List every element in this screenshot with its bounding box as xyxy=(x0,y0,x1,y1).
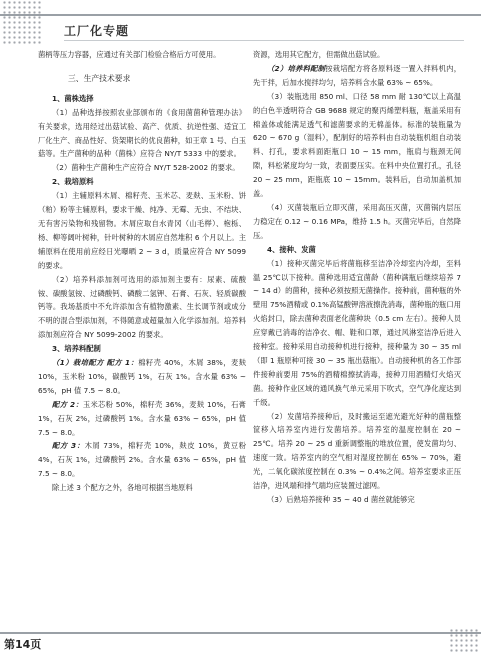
subsection-heading: 2、栽培原料 xyxy=(52,177,94,187)
subsection-heading: 3、培养料配制 xyxy=(52,344,101,354)
body-paragraph: （1）品种选择按照农业部颁布的《食用菌菌种管理办法》有关要求，选用经过出菇试验、高产、优质、抗逆性强、适宜工厂化生产、商品性好、货架期长的优良菌种，如王章 1 号、白玉菇等。生产菌种的品种（菌株）应符合 NY/T 5333 中的要求。 xyxy=(38,107,246,159)
subsection-heading: 4、接种、发菌 xyxy=(267,244,316,254)
formula-text: 按栽培配方将各原料逐一置入拌料机内，先干拌，后加水搅拌均匀，培养料含水量 63% ~ 65%。 xyxy=(253,63,462,87)
header-underline xyxy=(64,40,464,41)
header-dot-pattern xyxy=(2,0,42,46)
body-paragraph: （2）培养料添加剂可选用的添加剂主要有：尿素、硫酸铵、碳酸氢铵、过磷酸钙、磷酸二氢钾、石膏、石灰、轻质碳酸钙等。我场基质中不允许添加含有植物激素、生长调节剂或成分不明的混合型添加剂，不得随意或超量加入化学添加剂。培养料添加剂应符合 NY 5099-2002 的要求。 xyxy=(38,274,246,340)
formula-sub-label: 配方 1： xyxy=(106,358,139,368)
body-paragraph: 资源，选用其它配方，但需做出菇试验。 xyxy=(253,50,385,59)
footer-dot-pattern xyxy=(449,628,479,652)
right-column xyxy=(253,48,461,507)
body-paragraph: 除上述 3 个配方之外，各地可根据当地原料 xyxy=(52,483,193,493)
formula-label: 配方 2： xyxy=(52,399,83,409)
body-paragraph: （4）灭菌装瓶后立即灭菌，采用高压灭菌，灭菌锅内层压力稳定在 0.12 ~ 0.16 MPa，维持 1.5 h。灭菌完毕后，自然降压。 xyxy=(253,202,461,240)
body-paragraph: （3）后熟培养接种 35 ~ 40 d 菌丝就能够完 xyxy=(267,495,415,504)
body-paragraph: 菌柄等压力容器，应通过有关部门检验合格后方可使用。 xyxy=(38,50,221,59)
left-column xyxy=(38,48,246,495)
formula-label: （2）培养料配制 xyxy=(267,63,326,73)
formula-text: 棉籽壳 40%，木屑 38%，麦麸 10%，玉米粉 10%，碳酸钙 1%，石灰 1%。含水量 63% ~ 65%，pH 值 7.5 ~ 8.0。 xyxy=(38,358,246,395)
body-paragraph: （1）主辅原料木屑、棉籽壳、玉米芯、麦麸、玉米粉、饼（粕）粉等主辅原料，要求干燥、纯净、无霉、无虫、不结块、无有害污染物和残留物。木屑应取自水青冈（山毛榉）、枹栎、杨、柳等阔叶树种，针叶树种的木屑应自然堆积 6 个月以上。主辅原料在使用前应经日光曝晒 2 ~ 3 d，质量应符合 NY 5099 的要求。 xyxy=(38,191,246,270)
page-header xyxy=(0,0,481,38)
section-heading: 三、生产技术要求 xyxy=(68,73,131,83)
formula-paragraph xyxy=(253,62,461,90)
body-paragraph: （2）菌种生产菌种生产应符合 NY/T 528-2002 的要求。 xyxy=(52,163,240,173)
page-number: 第14页 xyxy=(4,638,42,651)
formula-paragraph xyxy=(38,398,246,440)
formula-paragraph xyxy=(38,439,246,481)
subsection-heading: 1、菌株选择 xyxy=(52,93,94,103)
body-paragraph: （2）发菌培养接种后，及时搬运至遮光避光好种的菌瓶整筐移入培养室内进行发菌培养。培养室的温度控制在 20 ~ 25℃。培养 20 ~ 25 d 重新调整瓶的堆放位置，使发菌均匀、速度一致。培养室内的空气相对湿度控制在 65% ~ 70%，避光，二氧化碳浓度控制在 0.3% ~ 0.4%之间。培养室要求正压洁净，进风端和排气端均应装置过滤网。 xyxy=(253,411,461,491)
formula-text: 木屑 73%，棉籽壳 10%，麸皮 10%，黄豆粉 4%，石灰 1%，过磷酸钙 2%。含水量 63% ~ 65%，pH 值 7.5 ~ 8.0。 xyxy=(38,441,246,479)
formula-label: （1）栽培配方 xyxy=(52,358,104,368)
footer-rule xyxy=(0,632,481,634)
section-title: 工厂化专题 xyxy=(64,24,130,38)
page-footer xyxy=(0,628,481,652)
body-paragraph: （3）装瓶选用 850 ml、口径 58 mm 耐 130℃以上高温的白色半透明符合 GB 9688 规定的聚丙烯塑料瓶，瓶盖采用有棉盖体或能满足透气和滤菌要求的无棉盖体。标准的装瓶量为 620 ~ 670 g（湿料），配制好的培养料由自动装瓶机组自动装料、打孔，要求料面距瓶口 10 ~ 15 mm，瓶肩与瓶颈无间隙，料松紧度均匀一致，表面要压实。在料中央位置打孔，孔径 20 ~ 25 mm，距瓶底 10 ~ 15mm。装料后，自动加盖机加盖。 xyxy=(253,91,461,199)
body-paragraph: （1）接种灭菌完毕后将菌瓶移至洁净冷却室内冷却，至料温 25℃以下接种。菌种选用适宜菌龄（菌种满瓶后继续培养 7 ~ 14 d）的菌种，接种必须按照无菌操作。接种前，菌种瓶的外壁用 75%酒精或 0.1%高锰酸钾溶液擦洗消毒，菌种瓶的瓶口用火焰封口，除去菌种表面老化菌种块（0.5 cm 左右）。接种人员应穿戴已消毒的洁净衣、帽、鞋和口罩，通过风淋室洁净后进入接种室。接种采用自动接种机进行接种，接种量为 30 ~ 35 ml（即 1 瓶原种可接 30 ~ 35 瓶出菇瓶）。自动接种机的各工作部件接种前要用 75%的酒精棉擦拭消毒，接种刀用酒精灯火焰灭菌。接种作业区域的通风换气单元采用下吹式，空气净化度达到千级。 xyxy=(253,258,461,407)
formula-label: 配方 3： xyxy=(52,441,85,451)
formula-paragraph xyxy=(38,356,246,398)
header-rule xyxy=(0,14,481,16)
formula-text: 玉米芯粉 50%，棉籽壳 36%，麦麸 10%，石膏 1%，石灰 2%，过磷酸钙 1%。含水量 63% ~ 65%，pH 值 7.5 ~ 8.0。 xyxy=(38,399,246,437)
